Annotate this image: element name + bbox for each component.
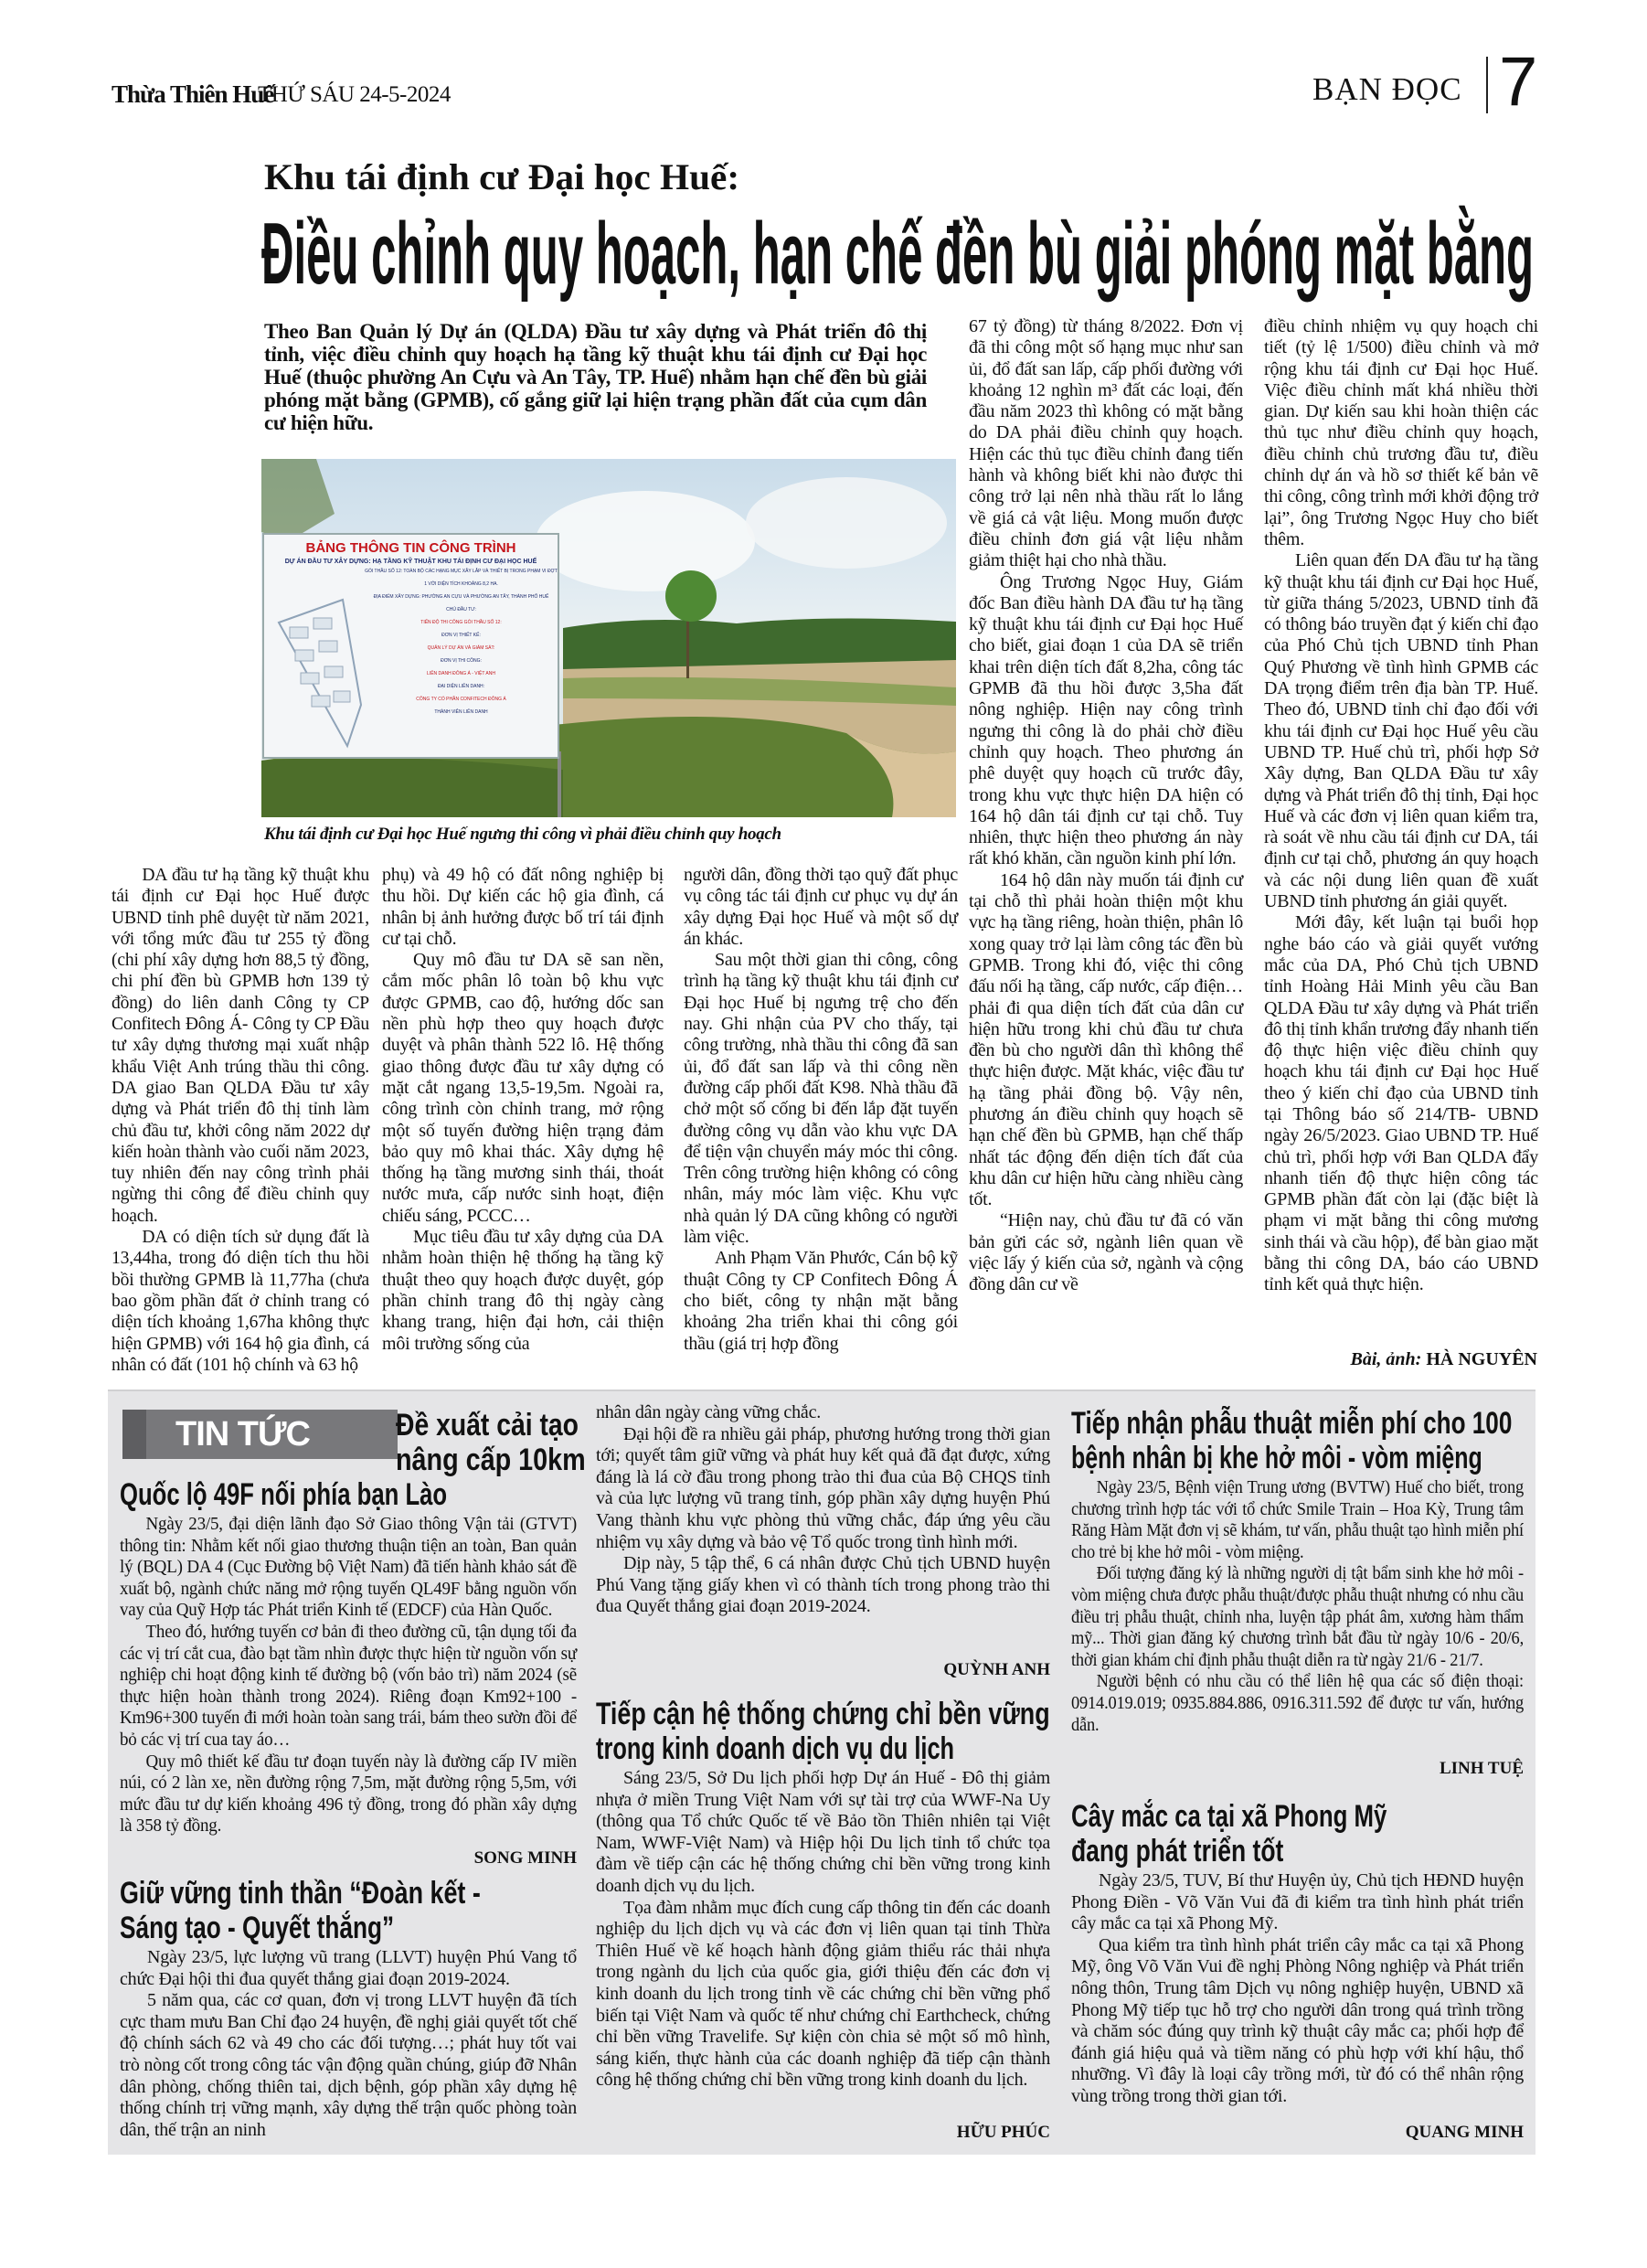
sign-line: TIẾN ĐỘ THI CÔNG GÓI THẦU SỐ 12: — [420, 620, 502, 625]
news-body — [120, 1514, 577, 1837]
article-paragraph: “Hiện nay, chủ đầu tư đã có văn bản gửi các sở, ngành liên quan về việc lấy ý kiến của sở, ngành và cộng đồng dân cư về — [969, 1210, 1243, 1295]
sign-line: LIÊN DANH ĐÔNG Á - VIỆT ANH — [427, 671, 495, 676]
news-body — [1071, 1870, 1524, 2108]
news-title-line — [1071, 1406, 1512, 1441]
article-paragraph: 164 hộ dân này muốn tái định cư tại chỗ thì phải hoàn thiện một khu vực hạ tầng riêng, hoàn thiện, phân lô xong quay trở lại làm công tác đền bù GPMB. Trong khi đó, việc thi công đấu nối hạ tầng, cấp nước, cấp điện… phải đi qua diện tích đất của dân cư hiện hữu trong khi chủ đầu tư chưa đền bù cho người dân thì không thể thực hiện được. Mặt khác, việc đầu tư hạ tầng phải đồng bộ. Vậy nên, phương án điều chỉnh quy hoạch sẽ hạn chế đền bù GPMB, hạn chế thấp nhất tác động đến diện tích đất của khu dân cư hiện hữu càng nhiều càng tốt. — [969, 869, 1243, 1210]
article-paragraph: Mục tiêu đầu tư xây dựng của DA nhằm hoàn thiện hệ thống hạ tầng kỹ thuật theo quy hoạch được duyệt, góp phần chỉnh trang đô thị ngày càng khang trang, hiện đại hơn, cải thiện môi trường sống của — [382, 1227, 664, 1354]
article-paragraph: Ông Trương Ngọc Huy, Giám đốc Ban điều hành DA đầu tư hạ tầng kỹ thuật khu tái định cư Đại học Huế cho biết, giai đoạn 1 của DA sẽ triển khai trên diện tích đất 8,2ha, công tác GPMB đã thu hồi được 3,5ha đất nông nghiệp. Hiện nay công trình ngưng thi công là do phải chờ điều chỉnh quy hoạch. Theo phương án phê duyệt quy hoạch cũ trước đây, trong khu vực thực hiện DA hiện có 164 hộ dân tái định cư tại chỗ. Tuy nhiên, thực hiện theo phương án này rất khó khăn, cần nguồn kinh phí lớn. — [969, 571, 1243, 869]
news-section-tag — [122, 1410, 398, 1459]
byline-author: HÀ NGUYÊN — [1426, 1349, 1537, 1369]
news-paragraph: Qua kiểm tra tình hình phát triển cây mắc ca tại xã Phong Mỹ, ông Võ Văn Vui đề nghị Phòng Nông nghiệp và Phát triển nông thôn, Trung tâm Dịch vụ nông nghiệp huyện, UBND xã Phong Mỹ tiếp tục hỗ trợ cho người dân trong quá trình trồng và chăm sóc đúng quy trình kỹ thuật cây mắc ca; phối hợp để đánh giá hiệu quả và tiềm năng có phù hợp với khí hậu, thổ nhưỡng. Vì đây là loại cây trồng mới, từ đó có thể nhân rộng vùng trồng trong thời gian tới. — [1071, 1934, 1524, 2106]
news-body — [120, 1947, 577, 2141]
site-plan-map — [270, 595, 366, 751]
article-lead: Theo Ban Quản lý Dự án (QLDA) Đầu tư xây dựng và Phát triển đô thị tỉnh, việc điều chỉnh quy hoạch hạ tầng kỹ thuật khu tái định cư Đại học Huế (thuộc phường An Cựu và An Tây, TP. Huế) nhằm hạn chế đền bù giải phóng mặt bằng (GPMB), cố gắng giữ lại hiện trạng phần đất của cụm dân cư hiện hữu. — [264, 320, 927, 434]
sign-line: GÓI THẦU SỐ 12: TOÀN BỘ CÁC HẠNG MỤC XÂY LẮP VÀ THIẾT BỊ TRONG PHẠM VI ĐỢT 1 VỚI DIỆN TÍCH KHOẢNG 8,2 HA. — [365, 569, 558, 587]
article-paragraph: Quy mô đầu tư DA sẽ san nền, cắm mốc phân lô toàn bộ khu vực được GPMB, cao độ, hướng dốc san nền phù hợp theo quy hoạch được duyệt và phân thành 522 lô. Hệ thống giao thông được đầu tư xây dựng có mặt cắt ngang 13,5-19,5m. Ngoài ra, công trình còn chỉnh trang, mở rộng một số tuyến đường hiện trạng đảm bảo quy mô khai thác. Xây dựng hệ thống hạ tầng mương sinh thái, thoát nước mưa, cấp nước sinh hoạt, điện chiếu sáng, PCCC… — [382, 950, 664, 1226]
headline-text: Sáng tạo - Quyết thắng” — [120, 1911, 395, 1945]
sign-line: THÀNH VIÊN LIÊN DANH — [434, 709, 488, 715]
news-paragraph: Đối tượng đăng ký là những người dị tật bẩm sinh khe hở môi - vòm miệng chưa được phẫu thuật/được phẫu thuật nhưng có nhu cầu điều trị phẫu thuật, chỉnh nha, luyện tập phát âm, xương hàm thẩm mỹ... Thời gian đăng ký chương trình bắt đầu từ ngày 10/6 - 20/6, thời gian khám chỉ định phẫu thuật diễn ra từ ngày 21/6 - 21/7. — [1071, 1563, 1524, 1670]
article-column-1 — [112, 865, 369, 1376]
news-paragraph: Quy mô thiết kế đầu tư đoạn tuyến này là đường cấp IV miền núi, có 2 làn xe, nền đường rộng 7,5m, mặt đường rộng 5,5m, với mức đầu tư dự kiến khoảng 496 tỷ đồng, trong đó phần xây dựng là 358 tỷ đồng. — [120, 1751, 577, 1837]
sign-line: CÔNG TY CỔ PHẦN CONFITECH ĐÔNG Á — [416, 697, 506, 702]
headline-text: Quốc lộ 49F nối phía bạn Lào — [120, 1477, 448, 1512]
sign-line: ĐỊA ĐIỂM XÂY DỰNG: PHƯỜNG AN CỰU VÀ PHƯỜNG AN TÂY, THÀNH PHỐ HUẾ — [373, 594, 549, 600]
news-author: QUANG MINH — [1405, 2123, 1524, 2142]
news-paragraph: Dịp này, 5 tập thể, 6 cá nhân được Chủ tịch UBND huyện Phú Vang tặng giấy khen vì có thành tích trong phong trào thi đua Quyết thắng giai đoạn 2019-2024. — [596, 1553, 1050, 1617]
header-divider — [1486, 57, 1488, 113]
news-title-line — [596, 1731, 954, 1766]
news-paragraph: Ngày 23/5, TUV, Bí thư Huyện ủy, Chủ tịch HĐND huyện Phong Điền - Võ Văn Vui đã đi kiểm tra tình hình phát triển cây mắc ca tại xã Phong Mỹ. — [1071, 1870, 1524, 1934]
news-section-label: TIN TỨC — [175, 1415, 310, 1453]
news-title-line — [120, 1477, 447, 1512]
news-title-line — [1071, 1834, 1283, 1869]
sign-line: ĐƠN VỊ THIẾT KẾ: — [441, 633, 481, 638]
photo-caption: Khu tái định cư Đại học Huế ngưng thi công vì phải điều chỉnh quy hoạch — [264, 825, 781, 844]
article-headline-box — [261, 205, 1535, 303]
news-paragraph: Sáng 23/5, Sở Du lịch phối hợp Dự án Huế - Đô thị giảm nhựa ở miền Trung Việt Nam với sự tài trợ của WWF-Na Uy (thông qua Tổ chức Quốc tế về Bảo tồn Thiên nhiên tại Việt Nam, WWF-Việt Nam) và Hiệp hội Du lịch tỉnh tổ chức tọa đàm về tiếp cận các hệ thống chứng chỉ bền vững trong kinh doanh dịch vụ du lịch. — [596, 1768, 1050, 1896]
article-column-3 — [684, 865, 958, 1355]
news-title-line — [120, 1911, 394, 1945]
news-title-line — [120, 1876, 481, 1911]
sign-line: ĐƠN VỊ THI CÔNG: — [441, 658, 482, 664]
news-title-line — [1071, 1441, 1482, 1475]
headline-text: nâng cấp 10km — [396, 1443, 586, 1477]
article-paragraph: người dân, đồng thời tạo quỹ đất phục vụ công tác tái định cư phục vụ dự án xây dựng Đại học Huế và một số dự án khác. — [684, 865, 958, 949]
sign-line: QUẢN LÝ DỰ ÁN VÀ GIÁM SÁT: — [427, 645, 495, 651]
article-byline — [1268, 1349, 1537, 1370]
news-author: HỮU PHÚC — [956, 2123, 1050, 2142]
sign-details — [365, 565, 558, 719]
headline-text: Tiếp nhận phẫu thuật miễn phí cho 100 — [1071, 1406, 1513, 1441]
article-photo — [261, 459, 956, 817]
news-title-line — [396, 1443, 586, 1477]
headline-text: đang phát triển tốt — [1071, 1834, 1284, 1869]
article-paragraph: Sau một thời gian thi công, công trình hạ tầng kỹ thuật khu tái định cư Đại học Huế bị ngưng trệ cho đến nay. Ghi nhận của PV cho thấy, tại công trường, nhà thầu thi công đã san ủi, đổ đất san lấp và thi công nền đường cấp phối đất K98. Nhà thầu đã chở một số cống bi đến lắp đặt tuyến đường công vụ dẫn vào khu vực DA để tiện vận chuyển máy móc thi công. Trên công trường hiện không có công nhân, máy móc làm việc. Khu vực nhà quản lý DA cũng không có người làm việc. — [684, 950, 958, 1248]
news-briefs-box — [108, 1390, 1535, 2155]
article-paragraph: điều chỉnh nhiệm vụ quy hoạch chi tiết (tỷ lệ 1/500) điều chỉnh và mở rộng khu tái định cư Đại học Huế. Việc điều chỉnh mất khá nhiều thời gian. Dự kiến sau khi hoàn thiện các thủ tục như điều chỉnh quy hoạch, điều chỉnh chủ trương đầu tư, điều chỉnh dự án và hồ sơ thiết kế bản vẽ thi công, công trình mới khởi động trở lại”, ông Trương Ngọc Huy cho biết thêm. — [1264, 316, 1538, 549]
news-body — [596, 1768, 1050, 2092]
project-info-sign — [262, 533, 559, 759]
headline-text: Đề xuất cải tạo — [396, 1408, 579, 1443]
issue-date: THỨ SÁU 24-5-2024 — [258, 82, 451, 107]
news-paragraph: Đại hội đề ra nhiều gải pháp, phương hướng trong thời gian tới; quyết tâm giữ vững và phát huy kết quả đã đạt được, xứng đáng là lá cờ đầu trong phong trào thi đua của Bộ CHQS tỉnh và của lực lượng vũ trang tỉnh, góp phần xây dựng huyện Phú Vang thành khu vực phòng thủ vững chắc, đáp ứng yêu cầu nhiệm vụ xây dựng và bảo vệ Tổ quốc trong tình hình mới. — [596, 1423, 1050, 1552]
news-author: QUỲNH ANH — [943, 1660, 1050, 1679]
headline-text: trong kinh doanh dịch vụ du lịch — [596, 1731, 955, 1766]
article-paragraph: DA có diện tích sử dụng đất là 13,44ha, trong đó diện tích thu hồi bồi thường GPMB là 11,77ha (chưa bao gồm phần đất ở chỉnh trang có diện tích khoảng 1,67ha không thực hiện GPMB) với 164 hộ gia đình, cá nhân có đất (101 hộ chính và 63 hộ — [112, 1227, 369, 1375]
headline-text: Tiếp cận hệ thống chứng chỉ bền vững — [596, 1697, 1050, 1731]
article-paragraph: phụ) và 49 hộ có đất nông nghiệp bị thu hồi. Dự kiến các hộ gia đình, cá nhân bị ảnh hưởng được bố trí tái định cư tại chỗ. — [382, 865, 664, 949]
headline-text: Cây mắc ca tại xã Phong Mỹ — [1071, 1799, 1387, 1834]
article-kicker-box — [264, 155, 739, 199]
page-number: 7 — [1499, 43, 1538, 121]
news-paragraph: Người bệnh có nhu cầu có thể liên hệ qua các số điện thoại: 0914.019.019; 0935.884.886, 0916.311.592 để được tư vấn, hướng dẫn. — [1071, 1671, 1524, 1735]
news-title-line — [396, 1408, 579, 1443]
article-column-5 — [1264, 316, 1538, 1296]
sign-title: BẢNG THÔNG TIN CÔNG TRÌNH — [305, 540, 516, 556]
news-body-continued — [596, 1402, 1050, 1618]
sign-subtitle: DỰ ÁN ĐẦU TƯ XÂY DỰNG: HẠ TẦNG KỸ THUẬT KHU TÁI ĐỊNH CƯ ĐẠI HỌC HUẾ — [284, 559, 537, 565]
article-paragraph: Mới đây, kết luận tại buổi họp nghe báo cáo và giải quyết vướng mắc của DA, Phó Chủ tịch UBND tỉnh Hoàng Hải Minh yêu cầu Ban QLDA Đầu tư xây dựng và Phát triển đô thị tỉnh khẩn trương đẩy nhanh tiến độ thực hiện việc điều chỉnh quy hoạch khu tái định cư Đại học Huế theo ý kiến chỉ đạo của UBND tỉnh tại Thông báo số 214/TB- UBND ngày 26/5/2023. Giao UBND TP. Huế chủ trì, phối hợp với Ban QLDA đẩy nhanh tiến độ thực hiện công tác GPMB phần đất còn lại (đặc biệt là phạm vi mặt bằng thi công mương sinh thái và cầu hộp), để bàn giao mặt bằng thi công DA, báo cáo UBND tỉnh kết quả thực hiện. — [1264, 912, 1538, 1295]
article-paragraph: Liên quan đến DA đầu tư hạ tầng kỹ thuật khu tái định cư Đại học Huế, từ giữa tháng 5/2023, UBND tỉnh đã có thông báo truyền đạt ý kiến chỉ đạo của Phó Chủ tịch UBND tỉnh Phan Quý Phương về tình hình GPMB các DA trọng điểm trên địa bàn TP. Huế. Theo đó, UBND tỉnh chỉ đạo đối với khu tái định cư Đại học Huế yêu cầu UBND TP. Huế chủ trì, phối hợp Sở Xây dựng, Ban QLDA Đầu tư xây dựng và Phát triển đô thị tỉnh, Đại học Huế và các đơn vị liên quan kiểm tra, rà soát về nhu cầu tái định cư DA, tái định cư tại chỗ, phương án quy hoạch và các nội dung liên quan đề xuất UBND tỉnh phương án giải quyết. — [1264, 550, 1538, 912]
news-paragraph: Ngày 23/5, Bệnh viện Trung ương (BVTW) Huế cho biết, trong chương trình hợp tác với tổ chức Smile Train – Hoa Kỳ, Trung tâm Răng Hàm Mặt đơn vị sẽ khám, tư vấn, phẫu thuật tạo hình miễn phí cho trẻ bị khe hở môi - vòm miệng. — [1071, 1477, 1524, 1562]
news-paragraph: Ngày 23/5, đại diện lãnh đạo Sở Giao thông Vận tải (GTVT) thông tin: Nhằm kết nối giao thương thuận tiện an toàn, Ban quản lý (BQL) DA 4 (Cục Đường bộ Việt Nam) đã tiến hành khảo sát đề xuất bộ, ngành chức năng mở rộng tuyến QL49F bằng nguồn vốn vay của Quỹ Hợp tác Phát triển Kinh tế (EDCF) của Hàn Quốc. — [120, 1514, 577, 1621]
sign-line: CHỦ ĐẦU TƯ: — [446, 607, 476, 612]
headline-text: bệnh nhân bị khe hở môi - vòm miệng — [1071, 1441, 1482, 1475]
news-paragraph: 5 năm qua, các cơ quan, đơn vị trong LLVT huyện đã tích cực tham mưu Ban Chỉ đạo 24 huyện, đề nghị giải quyết tốt chế độ chính sách 62 và 49 cho các đối tượng…; phát huy tốt vai trò nòng cốt trong công tác vận động quần chúng, giúp đỡ Nhân dân phòng, chống thiên tai, dịch bệnh, góp phần xây dựng hệ thống chính trị vững mạnh, xây dựng thế trận quốc phòng toàn dân, thế trận an ninh — [120, 1990, 577, 2140]
news-author: LINH TUỆ — [1439, 1759, 1524, 1778]
section-name: BẠN ĐỌC — [1312, 71, 1462, 107]
news-paragraph: Ngày 23/5, lực lượng vũ trang (LLVT) huyện Phú Vang tổ chức Đại hội thi đua quyết thắng giai đoạn 2019-2024. — [120, 1947, 577, 1989]
newspaper-name: Thừa Thiên Huế — [112, 80, 274, 108]
news-paragraph: Tọa đàm nhằm mục đích cung cấp thông tin đến các doanh nghiệp du lịch dịch vụ và các đơn vị liên quan tại tỉnh Thừa Thiên Huế về kế hoạch hành động giảm thiểu rác thải nhựa trong ngành du lịch của quốc gia, giới thiệu đến các đơn vị kinh doanh du lịch trong tỉnh về các chứng chỉ bền vững phổ biến tại Việt Nam và quốc tế như chứng chỉ Earthcheck, chứng chỉ bền vững Travelife. Sự kiện còn chia sẻ một số mô hình, sáng kiến, thực hành của các doanh nghiệp đã tiếp cận thành công hệ thống chứng chỉ bền vững trong kinh doanh du lịch. — [596, 1897, 1050, 2091]
article-headline: Điều chỉnh quy hoạch, hạn chế đền bù giải phóng mặt bằng — [261, 205, 1535, 303]
news-paragraph: Theo đó, hướng tuyến cơ bản đi theo đường cũ, tận dụng tối đa các vị trí cắt cua, đào bạt tầm nhìn được thực hiện từ nguồn vốn sự nghiệp chi hoạt động kinh tế đường bộ (vốn bảo trì) năm 2024 (sẽ thực hiện hoàn thành trong 2024). Riêng đoạn Km92+100 - Km96+300 tuyến đi mới hoàn toàn sang trái, bám theo sườn đồi để bỏ các vị trí cua tay áo… — [120, 1621, 577, 1750]
article-paragraph: 67 tỷ đồng) từ tháng 8/2022. Đơn vị đã thi công một số hạng mục như san ủi, đổ đất san lấp, cấp phối đường với khoảng 12 nghìn m³ đất các loại, đến đầu năm 2023 thì không có mặt bằng do DA phải điều chỉnh quy hoạch. Hiện các thủ tục điều chỉnh đang tiến hành và không biết khi nào được thi công trở lại nên nhà thầu rất lo lắng về giá cả vật liệu. Mong muốn được điều chỉnh đơn giá vật liệu nhằm giảm thiệt hại cho nhà thầu. — [969, 316, 1243, 571]
news-author: SONG MINH — [473, 1848, 577, 1868]
article-column-4 — [969, 316, 1243, 1296]
sign-line: ĐẠI DIỆN LIÊN DANH: — [437, 684, 485, 689]
news-title-line — [1071, 1799, 1387, 1834]
byline-label: Bài, ảnh: — [1350, 1349, 1422, 1369]
headline-text: Giữ vững tinh thần “Đoàn kết - — [120, 1876, 481, 1911]
article-kicker: Khu tái định cư Đại học Huế: — [264, 156, 740, 197]
news-title-line — [596, 1697, 1050, 1731]
article-paragraph: DA đầu tư hạ tầng kỹ thuật khu tái định cư Đại học Huế được UBND tỉnh phê duyệt từ năm 2021, với tổng mức đầu tư 255 tỷ đồng (chi phí xây dựng hơn 88,5 tỷ đồng, chi phí đền bù GPMB hơn 139 tỷ đồng) do liên danh Công ty CP Confitech Đông Á- Công ty CP Đầu tư xây dựng thương mại xuất nhập khẩu Việt Anh trúng thầu thi công. DA giao Ban QLDA Đầu tư xây dựng và Phát triển đô thị tỉnh làm chủ đầu tư, khởi công năm 2022 dự kiến hoàn thành vào cuối năm 2023, tuy nhiên đến nay công trình phải ngừng thi công để điều chỉnh quy hoạch. — [112, 865, 369, 1226]
news-paragraph: nhân dân ngày càng vững chắc. — [596, 1402, 822, 1422]
article-column-2 — [382, 865, 664, 1355]
news-body — [1071, 1477, 1524, 1736]
article-paragraph: Anh Phạm Văn Phước, Cán bộ kỹ thuật Công ty CP Confitech Đông Á cho biết, công ty nhận mặt bằng khoảng 2ha triển khai thi công gói thầu (giá trị hợp đồng — [684, 1248, 958, 1354]
